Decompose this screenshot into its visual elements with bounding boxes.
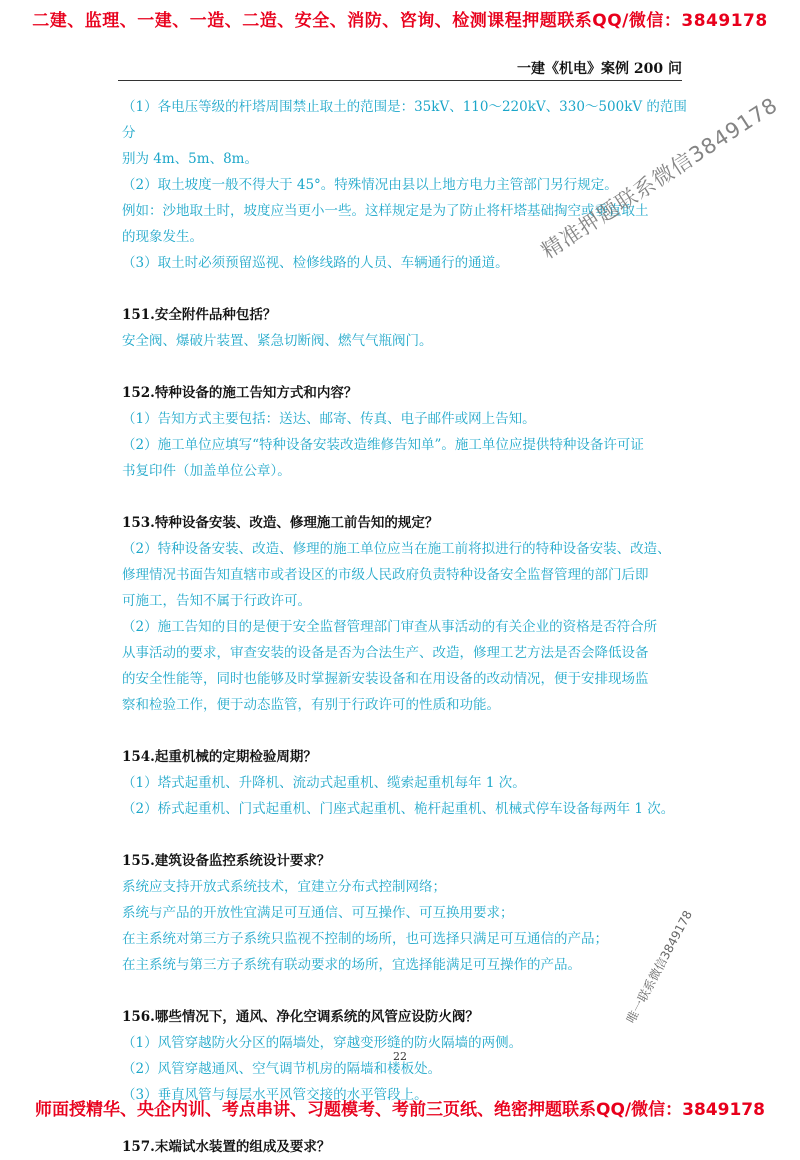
top-banner: 二建、监理、一建、一造、二造、安全、消防、咨询、检测课程押题联系QQ/微信：3849178 xyxy=(32,11,768,31)
spacer xyxy=(122,276,692,302)
question-heading: 154.起重机械的定期检验周期？ xyxy=(122,749,317,765)
answer-line: （3）垂直风管与每层水平风管交接的水平管段上。 xyxy=(122,1087,428,1103)
page-number: 22 xyxy=(393,1050,407,1063)
spacer xyxy=(122,718,692,744)
answer-line: （2）风管穿越通风、空气调节机房的隔墙和楼板处。 xyxy=(122,1061,442,1077)
spacer xyxy=(122,354,692,380)
answer-line: 安全阀、爆破片装置、紧急切断阀、燃气气瓶阀门。 xyxy=(122,333,433,349)
watermark-diagonal: 精准押题联系微信3849178 xyxy=(537,92,783,264)
answer-line: 系统应支持开放式系统技术，宜建立分布式控制网络； xyxy=(122,879,446,895)
answer-line: 可施工，告知不属于行政许可。 xyxy=(122,593,311,609)
answer-line: 在主系统对第三方子系统只监视不控制的场所，也可选择只满足可互通信的产品； xyxy=(122,931,608,947)
answer-line: （1）各电压等级的杆塔周围禁止取土的范围是：35kV、110～220kV、330～500kV 的范围分 xyxy=(122,99,687,141)
answer-line: （2）取土坡度一般不得大于 45°。特殊情况由县以上地方电力主管部门另行规定。 xyxy=(122,177,618,193)
answer-line: 别为 4m、5m、8m。 xyxy=(122,151,258,167)
question-heading: 152.特种设备的施工告知方式和内容？ xyxy=(122,385,358,401)
answer-line: 察和检验工作，便于动态监管，有别于行政许可的性质和功能。 xyxy=(122,697,500,713)
answer-line: （3）取土时必须预留巡视、检修线路的人员、车辆通行的通道。 xyxy=(122,255,509,271)
answer-line: 系统与产品的开放性宜满足可互通信、可互操作、可互换用要求； xyxy=(122,905,514,921)
question-heading: 153.特种设备安装、改造、修理施工前告知的规定？ xyxy=(122,515,439,531)
answer-line: 的现象发生。 xyxy=(122,229,203,245)
question-heading: 157.末端试水装置的组成及要求？ xyxy=(122,1139,331,1155)
answer-line: （1）告知方式主要包括：送达、邮寄、传真、电子邮件或网上告知。 xyxy=(122,411,536,427)
header-rule xyxy=(118,80,682,81)
spacer xyxy=(122,484,692,510)
answer-line: 的安全性能等，同时也能够及时掌握新安装设备和在用设备的改动情况，便于安排现场监 xyxy=(122,671,649,687)
answer-line: 例如：沙地取土时，坡度应当更小一些。这样规定是为了防止将杆塔基础掏空或垂直取土 xyxy=(122,203,649,219)
question-heading: 156.哪些情况下，通风、净化空调系统的风管应设防火阀？ xyxy=(122,1009,479,1025)
answer-line: 在主系统与第三方子系统有联动要求的场所，宜选择能满足可互操作的产品。 xyxy=(122,957,581,973)
answer-line: （1）风管穿越防火分区的隔墙处，穿越变形缝的防火隔墙的两侧。 xyxy=(122,1035,523,1051)
answer-line: 修理情况书面告知直辖市或者设区的市级人民政府负责特种设备安全监督管理的部门后即 xyxy=(122,567,649,583)
question-heading: 155.建筑设备监控系统设计要求？ xyxy=(122,853,331,869)
answer-line: （2）施工告知的目的是便于安全监督管理部门审查从事活动的有关企业的资格是否符合所 xyxy=(122,619,658,635)
answer-line: （2）施工单位应填写“特种设备安装改造维修告知单”。施工单位应提供特种设备许可证 xyxy=(122,437,644,453)
watermark-small: 唯一联系微信3849178 xyxy=(623,908,696,1026)
spacer xyxy=(122,978,692,1004)
question-heading: 151.安全附件品种包括？ xyxy=(122,307,277,323)
spacer xyxy=(122,822,692,848)
bottom-banner: 师面授精华、央企内训、考点串讲、习题模考、考前三页纸、绝密押题联系QQ/微信：3849178 xyxy=(35,1100,765,1120)
answer-line: 书复印件（加盖单位公章）。 xyxy=(122,463,291,479)
answer-line: 从事活动的要求，审查安装的设备是否为合法生产、改造，修理工艺方法是否会降低设备 xyxy=(122,645,649,661)
page-content xyxy=(122,94,692,1160)
answer-line: （1）塔式起重机、升降机、流动式起重机、缆索起重机每年 1 次。 xyxy=(122,775,526,791)
answer-line: （2）特种设备安装、改造、修理的施工单位应当在施工前将拟进行的特种设备安装、改造、 xyxy=(122,541,671,557)
document-title: 一建《机电》案例 200 问 xyxy=(517,61,682,77)
answer-line: （2）桥式起重机、门式起重机、门座式起重机、桅杆起重机、机械式停车设备每两年 1 次。 xyxy=(122,801,675,817)
